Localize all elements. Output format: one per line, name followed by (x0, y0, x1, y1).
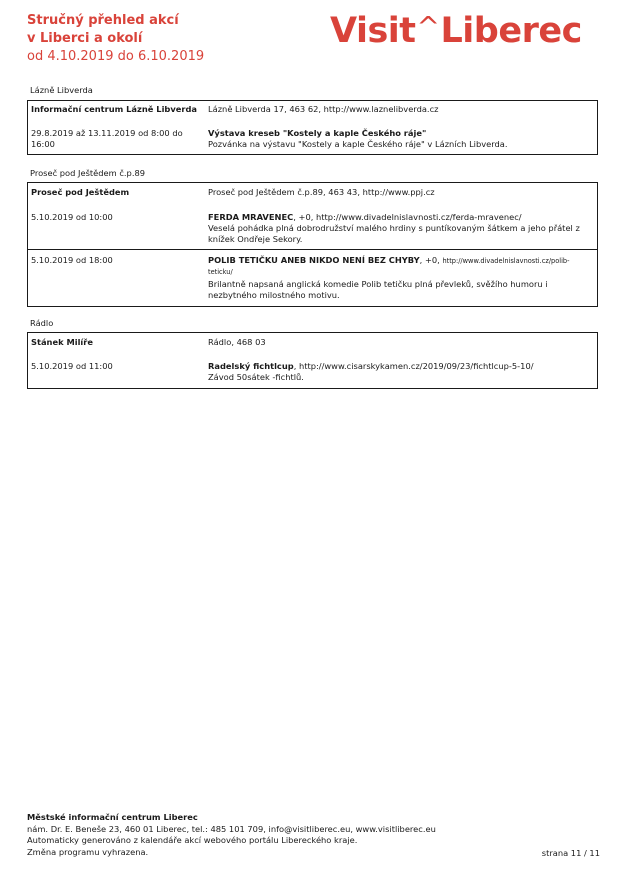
event-description: Pozvánka na výstavu "Kostely a kaple Českého ráje" v Lázních Libverda. (208, 139, 508, 149)
logo-caret: ^ (416, 10, 440, 43)
event-link: , +0, http://www.divadelnislavnosti.cz/ferda-mravenec/ (293, 212, 522, 222)
event-date: 5.10.2019 od 11:00 (31, 361, 113, 371)
footer-org: Městské informační centrum Liberec (27, 812, 198, 822)
footer (27, 812, 602, 859)
venue-name: Proseč pod Ještědem (31, 187, 130, 197)
event-row (28, 348, 597, 388)
venue-row (28, 101, 597, 115)
footer-note: Automaticky generováno z kalendáře akcí webového portálu Libereckého kraje. (27, 835, 358, 846)
section-label: Lázně Libverda (30, 85, 93, 95)
event-title: Radelský fichtlcup (208, 361, 294, 371)
event-date: 5.10.2019 od 10:00 (31, 212, 113, 222)
event-date: 29.8.2019 až 13.11.2019 od 8:00 do 16:00 (31, 128, 183, 149)
venue-box (27, 100, 598, 155)
venue-row (28, 333, 597, 348)
venue-address: Lázně Libverda 17, 463 62, http://www.laznelibverda.cz (208, 104, 439, 114)
event-description: Závod 50sátek -fichtlů. (208, 372, 304, 382)
event-link: , http://www.cisarskykamen.cz/2019/09/23/fichtlcup-5-10/ (293, 361, 534, 371)
visit-liberec-logo (330, 8, 582, 56)
page-number: strana 11 / 11 (541, 848, 600, 858)
event-title: FERDA MRAVENEC (208, 212, 294, 222)
venue-row (28, 183, 597, 198)
section-label: Proseč pod Ještědem č.p.89 (30, 168, 146, 178)
footer-address: nám. Dr. E. Beneše 23, 460 01 Liberec, tel.: 485 101 709, info@visitliberec.eu, www.visitliberec.eu (27, 823, 436, 834)
event-meta: , +0, (419, 255, 443, 265)
title-line-2: v Liberci a okolí (27, 31, 143, 46)
event-title: Výstava kreseb "Kostely a kaple Českého ráje" (208, 128, 427, 138)
section-label: Rádlo (30, 318, 54, 328)
logo-text-visit: Visit (330, 11, 416, 51)
title-line-1: Stručný přehled akcí (27, 13, 179, 28)
document-title (27, 12, 204, 66)
venue-box (27, 182, 598, 307)
venue-name: Informační centrum Lázně Libverda (31, 104, 198, 114)
event-date: 5.10.2019 od 18:00 (31, 255, 113, 265)
venue-name: Stánek Milíře (31, 337, 93, 347)
event-row (28, 249, 597, 306)
event-row (28, 198, 597, 249)
event-description: Brilantně napsaná anglická komedie Polib tetičku plná převleků, svěžího humoru i nezbytného milostného motivu. (208, 279, 548, 300)
footer-disclaimer: Změna programu vyhrazena. (27, 847, 149, 858)
event-link: http://www.divadelnislavnosti.cz/polib-teticku/ (208, 257, 570, 276)
venue-address: Rádlo, 468 03 (208, 337, 266, 347)
event-description: Veselá pohádka plná dobrodružství malého hrdiny s puntíkovaným šátkem a jeho přátel z knížek Ondřeje Sekory. (208, 223, 580, 244)
logo-text-liberec: Liberec (440, 11, 582, 51)
date-range: od 4.10.2019 do 6.10.2019 (27, 49, 205, 64)
venue-address: Proseč pod Ještědem č.p.89, 463 43, http://www.ppj.cz (208, 187, 435, 197)
venue-box (27, 332, 598, 389)
event-title: POLIB TETIČKU ANEB NIKDO NENÍ BEZ CHYBY (208, 255, 420, 265)
event-row (28, 115, 597, 154)
